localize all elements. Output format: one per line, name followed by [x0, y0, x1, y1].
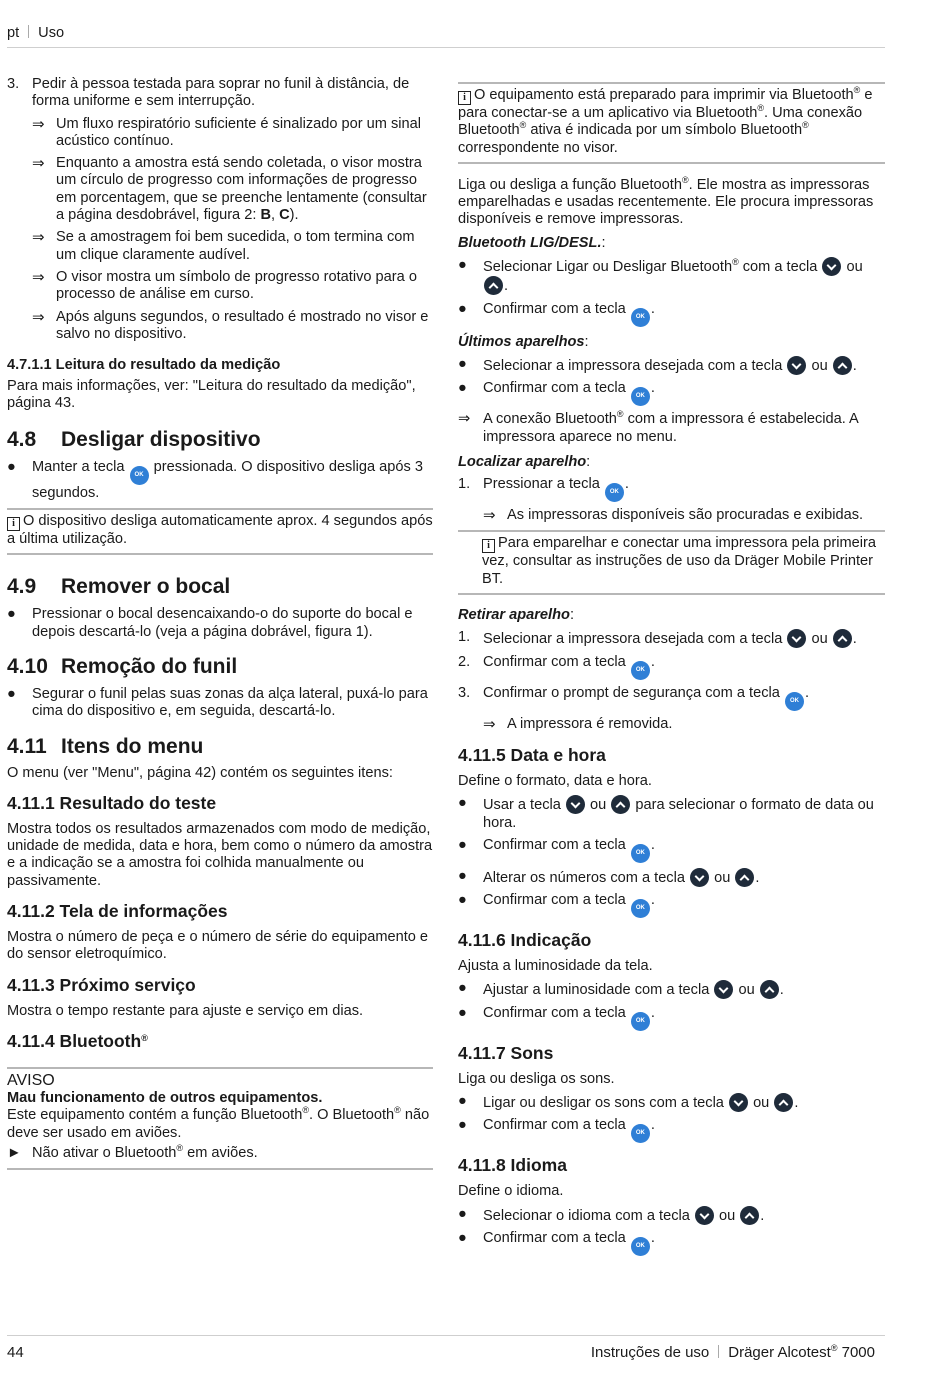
warning-label: AVISO: [7, 1071, 55, 1089]
note-text: [458, 87, 885, 157]
section-title: Remoção do funil: [61, 654, 238, 678]
paragraph: [458, 174, 885, 229]
result-arrow-icon: ⇒: [32, 115, 45, 133]
ok-key-icon: OK: [130, 466, 149, 485]
registered-mark: ®: [732, 257, 739, 268]
result-text: O visor mostra um símbolo de progresso rotativo para o processo de análise em curso.: [56, 268, 417, 303]
right-column: [458, 82, 885, 1256]
bullet-text: [483, 1093, 885, 1112]
text: Confirmar com a tecla: [483, 836, 626, 853]
heading-4-11-2: 4.11.2 Tela de informações: [7, 901, 228, 922]
bullet-item: [458, 356, 885, 375]
bullet-text: [483, 892, 885, 918]
registered-mark: ®: [830, 1343, 838, 1353]
bullet-item: [458, 837, 885, 863]
period: .: [650, 380, 655, 397]
or-text: ou: [753, 1095, 770, 1112]
note-d: ativa é indicada por um símbolo Bluetooth: [526, 122, 803, 139]
or-text: ou: [811, 631, 828, 648]
or-text: ou: [738, 982, 755, 999]
header-section: Uso: [38, 25, 65, 41]
result-arrow-icon: ⇒: [483, 507, 496, 525]
step-item: [458, 685, 885, 711]
bullet-item: [458, 257, 885, 296]
bullet-text: [483, 1206, 885, 1225]
heading-4-11-4: [7, 1031, 433, 1052]
down-key-icon: [714, 980, 733, 999]
colon: :: [586, 453, 591, 470]
figure-ref-b: B: [260, 207, 272, 224]
step-number: 1.: [458, 476, 471, 493]
up-key-icon: [735, 868, 754, 887]
section-title: Itens do menu: [61, 734, 204, 758]
text: Selecionar o idioma com a tecla: [483, 1207, 690, 1224]
ok-key-icon: OK: [631, 1237, 650, 1256]
heading-4-11-8: 4.11.8 Idioma: [458, 1155, 567, 1176]
text: Selecionar a impressora desejada com a tecla: [483, 357, 783, 374]
result-text: As impressoras disponíveis são procuradas e exibidas.: [507, 507, 864, 524]
paragraph: Mostra o número de peça e o número de série do equipamento e do sensor eletroquímico.: [7, 929, 429, 963]
heading-4-11-3: 4.11.3 Próximo serviço: [7, 974, 196, 995]
registered-mark: ®: [853, 85, 861, 95]
bullet-icon: ●: [458, 1093, 467, 1110]
heading-4-10: [7, 655, 433, 679]
bullet-text: [483, 301, 885, 327]
bullet-item: [458, 301, 885, 327]
period: .: [650, 1004, 655, 1021]
step-text: [483, 629, 885, 648]
paragraph: Ajusta a luminosidade da tela.: [458, 958, 653, 975]
product-name: Dräger Alcotest: [728, 1344, 831, 1361]
bullet-item: [458, 1117, 885, 1143]
note-c: . Uma conexão Bluetooth: [458, 105, 863, 139]
registered-mark: ®: [802, 120, 809, 131]
period: .: [755, 869, 760, 886]
document-name: Instruções de uso: [590, 1344, 710, 1361]
period: .: [852, 357, 857, 374]
subheading: [458, 454, 885, 471]
footer-document: [591, 1344, 875, 1361]
header-language: pt: [7, 25, 20, 41]
registered-mark: ®: [141, 1032, 148, 1043]
result-arrow-icon: ⇒: [32, 308, 45, 326]
result-item: [32, 269, 433, 304]
bullet-text: [483, 980, 885, 999]
result-text: Um fluxo respiratório suficiente é sinalizado por um sinal acústico contínuo.: [56, 115, 422, 149]
section-number: 4.8: [7, 427, 37, 451]
text-a: Selecionar Ligar ou Desligar Bluetooth: [483, 259, 733, 276]
bullet-icon: ●: [458, 836, 467, 853]
period: .: [650, 892, 655, 909]
paragraph: Mostra o tempo restante para ajuste e serviço em dias.: [7, 1002, 364, 1019]
up-key-icon: [740, 1206, 759, 1225]
result-text: [56, 155, 433, 224]
text: Confirmar com a tecla: [483, 300, 626, 317]
period: .: [650, 1117, 655, 1134]
subheading-text: Retirar aparelho: [458, 607, 570, 624]
up-key-icon: [760, 980, 779, 999]
result-text: Após alguns segundos, o resultado é mostrado no visor e salvo no dispositivo.: [56, 308, 429, 342]
ok-key-icon: OK: [631, 899, 650, 918]
bullet-icon: ●: [458, 380, 467, 397]
header-separator: [28, 25, 29, 38]
registered-mark: ®: [616, 409, 624, 420]
section-number: 4.10: [7, 654, 48, 678]
bullet-text: [483, 795, 885, 832]
step-number: 1.: [458, 629, 471, 646]
text: Ajustar a luminosidade com a tecla: [483, 982, 710, 999]
text: Selecionar a impressora desejada com a tecla: [483, 631, 783, 648]
result-text: A impressora é removida.: [507, 715, 673, 732]
heading-4-8: [7, 428, 433, 452]
result-item: [32, 155, 433, 224]
or-text: ou: [811, 357, 828, 374]
bullet-icon: ●: [7, 685, 16, 702]
ok-key-icon: OK: [605, 483, 624, 502]
info-icon: i: [458, 91, 471, 105]
down-key-icon: [729, 1093, 748, 1112]
result-item: [32, 229, 433, 264]
registered-mark: ®: [176, 1142, 184, 1153]
section-number: 4.11: [7, 734, 47, 758]
subheading-text: Bluetooth LIG/DESL.: [458, 234, 602, 251]
bullet-text: [483, 868, 885, 887]
result-arrow-icon: ⇒: [483, 715, 496, 733]
heading-text: 4.11.4 Bluetooth: [7, 1030, 142, 1051]
heading-4-9: [7, 575, 433, 599]
bullet-icon: ●: [458, 867, 467, 884]
warning-action: [7, 1142, 433, 1162]
left-column: [7, 76, 433, 1170]
bullet-icon: ●: [458, 1117, 467, 1134]
or-text: ou: [714, 869, 731, 886]
period: .: [650, 653, 655, 670]
action-triangle-icon: ►: [7, 1144, 22, 1161]
bullet-item: [458, 1230, 885, 1256]
up-key-icon: [833, 629, 852, 648]
registered-mark: ®: [394, 1105, 401, 1116]
bullet-icon: ●: [7, 606, 16, 623]
result-item: [32, 309, 433, 344]
text: Confirmar o prompt de segurança com a tecla: [483, 684, 780, 701]
intro-a: Liga ou desliga a função Bluetooth: [458, 176, 682, 193]
action-text-b: em aviões.: [183, 1144, 258, 1161]
bullet-item: [458, 1093, 885, 1112]
bullet-icon: ●: [458, 892, 467, 909]
down-key-icon: [787, 629, 806, 648]
bullet-icon: ●: [458, 795, 467, 812]
ok-key-icon: OK: [631, 1012, 650, 1031]
note-body: Para emparelhar e conectar uma impressora pela primeira vez, consultar as instruções de uso da Dräger Mobile Printer BT.: [482, 535, 876, 587]
registered-mark: ®: [681, 174, 689, 185]
text-b: para selecionar o formato de data ou hora.: [483, 797, 874, 831]
product-model: 7000: [837, 1344, 875, 1361]
section-number: 4.9: [7, 575, 37, 599]
ok-key-icon: OK: [631, 661, 650, 680]
period: .: [504, 278, 509, 295]
ok-key-icon: OK: [631, 387, 650, 406]
step-number: 2.: [458, 653, 471, 670]
result-arrow-icon: ⇒: [32, 229, 45, 247]
heading-4-11-1: 4.11.1 Resultado do teste: [7, 792, 217, 813]
text: Confirmar com a tecla: [483, 892, 626, 909]
warning-text-b: . O Bluetooth: [308, 1107, 395, 1124]
bullet-text: [483, 380, 885, 406]
figure-ref-c: C: [279, 207, 290, 224]
bullet-text: [483, 356, 885, 375]
text: Ligar ou desligar os sons com a tecla: [483, 1095, 724, 1112]
bullet-text: Segurar o funil pelas suas zonas da alça lateral, puxá-lo para cima do dispositivo e, em seguida, descartá-lo.: [32, 685, 428, 720]
period: .: [650, 1229, 655, 1246]
warning-subtitle: Mau funcionamento de outros equipamentos.: [7, 1089, 323, 1106]
text-b: com a impressora é estabelecida. A impressora aparece no menu.: [483, 411, 858, 445]
text: Confirmar com a tecla: [483, 1229, 626, 1246]
note-e: correspondente no visor.: [458, 139, 618, 156]
heading-4-11-7: 4.11.7 Sons: [458, 1042, 554, 1063]
figure-ref-comma: ,: [271, 207, 280, 224]
text-b: com a tecla: [738, 259, 818, 276]
subheading-text: Últimos aparelhos: [458, 333, 585, 350]
subheading-text: Localizar aparelho: [458, 453, 587, 470]
intro-b: . Ele mostra as impressoras emparelhadas e usadas recentemente. Ele procura impressoras disponíveis e remove impressoras.: [458, 176, 874, 228]
step-item: [458, 629, 885, 648]
colon: :: [569, 607, 574, 624]
text: Alterar os números com a tecla: [483, 869, 685, 886]
paragraph: Define o formato, data e hora.: [458, 772, 652, 789]
step-item: [458, 654, 885, 680]
bullet-icon: ●: [7, 458, 16, 475]
bullet-icon: ●: [458, 300, 467, 317]
registered-mark: ®: [757, 103, 764, 113]
bullet-text: [483, 1117, 885, 1143]
registered-mark: ®: [519, 120, 527, 131]
bullet-item: [7, 606, 433, 641]
heading-4-11-5: 4.11.5 Data e hora: [458, 744, 606, 765]
result-text: [483, 411, 885, 446]
info-note: [7, 508, 433, 555]
bullet-text-a: Manter a tecla: [32, 458, 125, 475]
step-text: [483, 654, 885, 680]
period: .: [794, 1095, 799, 1112]
or-text: ou: [846, 259, 863, 276]
text: Confirmar com a tecla: [483, 653, 626, 670]
ok-key-icon: OK: [785, 692, 804, 711]
figure-ref-close: ).: [289, 207, 299, 224]
bullet-text: Pressionar o bocal desencaixando-o do suporte do bocal e depois descartá-lo (veja a página dobrável, figura 1).: [32, 606, 413, 640]
page-number: 44: [7, 1344, 24, 1361]
section-title: Remover o bocal: [61, 575, 231, 599]
action-text-a: Não ativar o Bluetooth: [32, 1144, 177, 1161]
footer-separator: [718, 1345, 719, 1358]
note-b: e para conectar-se a um aplicativo via Bluetooth: [458, 87, 873, 121]
bullet-item: [458, 892, 885, 918]
up-key-icon: [833, 356, 852, 375]
heading-4-11-6: 4.11.6 Indicação: [458, 930, 592, 951]
ok-key-icon: OK: [631, 1124, 650, 1143]
bullet-text: [483, 837, 885, 863]
note-a: O equipamento está preparado para imprimir via Bluetooth: [474, 87, 854, 103]
bullet-text-b: pressionada. O dispositivo desliga após 3 segundos.: [32, 458, 423, 501]
down-key-icon: [690, 868, 709, 887]
info-icon: i: [7, 517, 20, 531]
warning-text-c: não deve ser usado em aviões.: [7, 1107, 430, 1141]
result-arrow-icon: ⇒: [32, 268, 45, 286]
registered-mark: ®: [302, 1105, 309, 1116]
step-item: [458, 476, 885, 502]
text-a: A conexão Bluetooth: [483, 411, 617, 428]
bullet-icon: ●: [458, 355, 467, 372]
bullet-icon: ●: [458, 1229, 467, 1246]
result-item: [458, 411, 885, 446]
text-a: Usar a tecla: [483, 797, 561, 814]
bullet-icon: ●: [458, 257, 467, 274]
bullet-icon: ●: [458, 980, 467, 997]
warning-text-a: Este equipamento contém a função Bluetooth: [7, 1107, 303, 1124]
step-text: Pedir à pessoa testada para soprar no funil à distância, de forma uniforme e sem interrupção.: [32, 76, 410, 110]
up-key-icon: [611, 795, 630, 814]
bullet-icon: ●: [458, 1205, 467, 1222]
period: .: [804, 684, 810, 701]
info-icon: i: [482, 539, 495, 553]
paragraph: Define o idioma.: [458, 1183, 564, 1200]
bullet-text: [483, 1005, 885, 1031]
bullet-text: [32, 459, 433, 502]
bullet-item: [458, 380, 885, 406]
warning-text: [7, 1107, 433, 1142]
down-key-icon: [566, 795, 585, 814]
paragraph: Mostra todos os resultados armazenados com modo de medição, unidade de medida, data e hora, bem como o número da amostra e a indicação se a amostra foi colhida manualmente ou passivamente.: [7, 820, 433, 889]
bullet-text: [483, 257, 885, 296]
text: Pressionar a tecla: [483, 476, 600, 493]
up-key-icon: [484, 276, 503, 295]
period: .: [852, 631, 857, 648]
down-key-icon: [822, 257, 841, 276]
bullet-text: [483, 1230, 885, 1256]
page-footer: [7, 1335, 885, 1361]
step-number: 3.: [7, 76, 20, 92]
bullet-item: [458, 1206, 885, 1225]
ok-key-icon: OK: [631, 844, 650, 863]
paragraph: Liga ou desliga os sons.: [458, 1070, 615, 1087]
info-note-bluetooth: [458, 82, 885, 164]
down-key-icon: [695, 1206, 714, 1225]
note-text: [7, 513, 433, 548]
step-text: [483, 476, 885, 502]
colon: :: [601, 234, 606, 251]
text: Confirmar com a tecla: [483, 1004, 626, 1021]
subheading: [458, 334, 885, 351]
period: .: [624, 476, 629, 493]
bullet-item: [458, 795, 885, 832]
step-text: [483, 685, 885, 711]
bullet-icon: ●: [458, 1004, 467, 1021]
paragraph: Para mais informações, ver: "Leitura do resultado da medição", página 43.: [7, 378, 416, 412]
result-item: [483, 716, 885, 733]
result-item: [32, 116, 433, 151]
or-text: ou: [718, 1207, 736, 1224]
result-arrow-icon: ⇒: [458, 411, 471, 428]
heading-4-11: [7, 735, 433, 759]
subheading: [458, 235, 885, 252]
period: .: [650, 300, 655, 317]
note-body: O dispositivo desliga automaticamente aprox. 4 segundos após a última utilização.: [7, 513, 433, 548]
section-title: Desligar dispositivo: [61, 427, 261, 451]
warning-action-text: [32, 1142, 433, 1162]
result-arrow-icon: ⇒: [32, 155, 45, 173]
result-text-main: Enquanto a amostra está sendo coletada, o visor mostra um círculo de progresso com informações de progresso em porcentagem, que se preenche lentamente (consultar a página desdobrável, figura 2:: [56, 155, 427, 224]
heading-4-7-1-1: 4.7.1.1 Leitura do resultado da medição: [7, 357, 281, 374]
bullet-item: [7, 459, 433, 502]
warning-box: [7, 1067, 433, 1170]
paragraph: O menu (ver "Menu", página 42) contém os seguintes itens:: [7, 764, 393, 781]
period: .: [779, 982, 784, 999]
up-key-icon: [774, 1093, 793, 1112]
or-text: ou: [590, 797, 607, 814]
step-number: 3.: [458, 684, 471, 701]
bullet-item: [458, 868, 885, 887]
period: .: [760, 1207, 765, 1224]
text: Confirmar com a tecla: [483, 380, 626, 397]
text: Confirmar com a tecla: [483, 1117, 626, 1134]
result-text: Se a amostragem foi bem sucedida, o tom termina com um clique claramente audível.: [56, 229, 415, 263]
down-key-icon: [787, 356, 806, 375]
note-text: [482, 535, 885, 588]
bullet-item: [7, 686, 433, 721]
info-note-pairing: [458, 530, 885, 595]
period: .: [650, 836, 655, 853]
bullet-item: [458, 980, 885, 999]
result-item: [483, 507, 885, 524]
ok-key-icon: OK: [631, 308, 650, 327]
page-header: [7, 25, 885, 48]
bullet-item: [458, 1005, 885, 1031]
colon: :: [584, 333, 589, 350]
subheading: [458, 607, 885, 624]
step-3: [7, 76, 433, 111]
